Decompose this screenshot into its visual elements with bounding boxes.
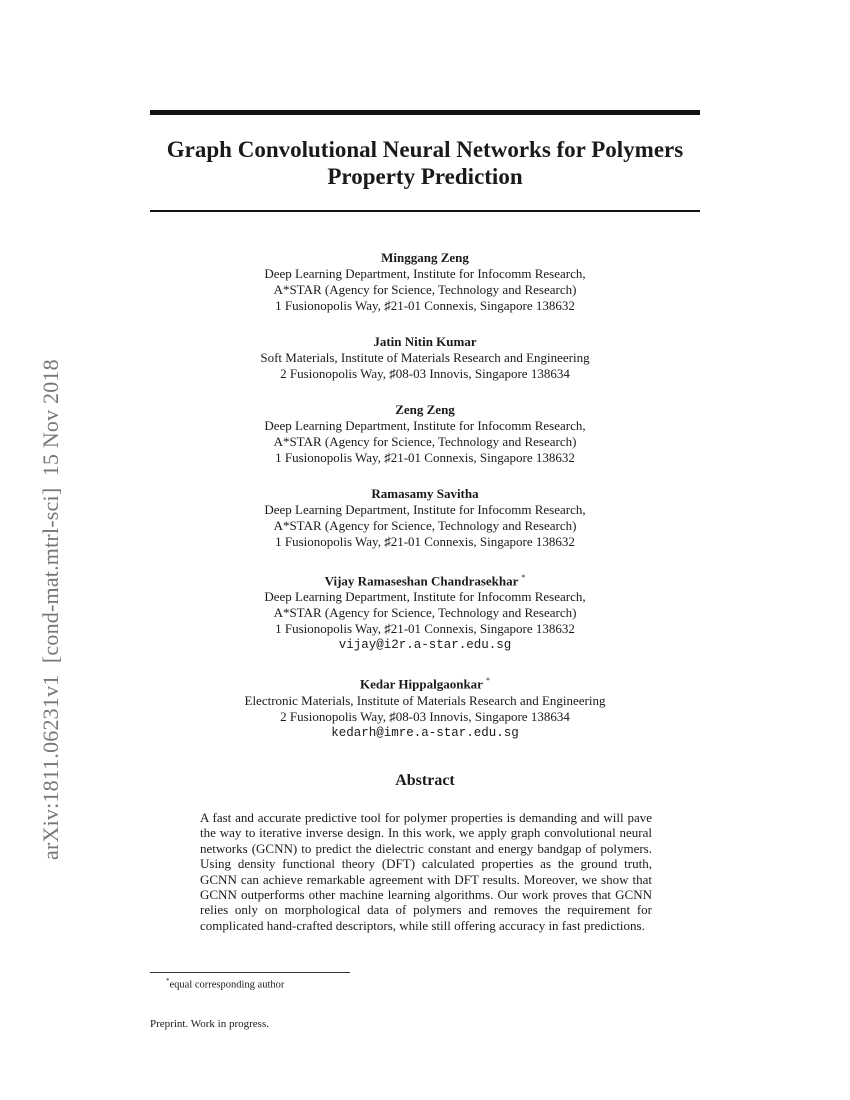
affiliation-line: A*STAR (Agency for Science, Technology and Research): [273, 605, 577, 621]
affiliation-line: Electronic Materials, Institute of Materials Research and Engineering: [244, 692, 606, 708]
footnote-text: equal corresponding author: [169, 979, 285, 991]
author-email[interactable]: kedarh@imre.a-star.edu.sg: [331, 725, 519, 740]
author-block: [150, 250, 700, 314]
author-list: [150, 250, 700, 761]
author-email[interactable]: vijay@i2r.a-star.edu.sg: [338, 638, 512, 653]
affiliation-line: Deep Learning Department, Institute for Infocomm Research,: [264, 266, 586, 281]
author-name: Zeng Zeng: [395, 402, 455, 417]
author-name: Jatin Nitin Kumar: [373, 334, 477, 349]
title-top-rule: [150, 110, 700, 115]
affiliation-line: A*STAR (Agency for Science, Technology and Research): [273, 434, 577, 449]
affiliation-line: Deep Learning Department, Institute for Infocomm Research,: [264, 418, 586, 433]
affiliation-line: 2 Fusionopolis Way, ♯08-03 Innovis, Singapore 138634: [280, 366, 570, 381]
abstract-heading: Abstract: [395, 772, 455, 789]
preprint-note: Preprint. Work in progress.: [150, 1018, 269, 1030]
affiliation-line: Deep Learning Department, Institute for Infocomm Research,: [264, 589, 586, 605]
author-name: Minggang Zeng: [381, 250, 469, 265]
footnote-marker: *: [521, 573, 526, 582]
affiliation-line: 1 Fusionopolis Way, ♯21-01 Connexis, Singapore 138632: [275, 450, 575, 465]
author-block: [150, 334, 700, 382]
author-block: [150, 673, 700, 740]
affiliation-line: 1 Fusionopolis Way, ♯21-01 Connexis, Singapore 138632: [275, 298, 575, 313]
footnote-marker: *: [166, 977, 170, 985]
arxiv-stamp: arXiv:1811.06231v1 [cond-mat.mtrl-sci] 15 Nov 2018: [38, 359, 63, 860]
author-block: [150, 570, 700, 653]
title-bottom-rule: [150, 210, 700, 212]
author-block: [150, 486, 700, 550]
affiliation-line: 1 Fusionopolis Way, ♯21-01 Connexis, Singapore 138632: [275, 621, 575, 637]
author-name: Ramasamy Savitha: [371, 486, 479, 501]
footnote: [166, 977, 284, 991]
footnote-rule: [150, 972, 350, 973]
author-name: Vijay Ramaseshan Chandrasekhar: [324, 573, 519, 589]
affiliation-line: 2 Fusionopolis Way, ♯08-03 Innovis, Singapore 138634: [280, 708, 570, 724]
affiliation-line: A*STAR (Agency for Science, Technology and Research): [273, 518, 577, 533]
footnote-marker: *: [485, 676, 490, 686]
affiliation-line: A*STAR (Agency for Science, Technology and Research): [273, 282, 577, 297]
affiliation-line: 1 Fusionopolis Way, ♯21-01 Connexis, Singapore 138632: [275, 534, 575, 549]
paper-title: Graph Convolutional Neural Networks for Polymers Property Prediction: [166, 137, 684, 189]
author-name: Kedar Hippalgaonkar: [360, 676, 483, 692]
abstract-body: A fast and accurate predictive tool for polymer properties is demanding and will pave the way to iterative inverse design. In this work, we apply graph convolutional neural networks (GCNN) to predict the dielectric constant and energy bandgap of polymers. Using density functional theory (DFT) calculated properties as the ground truth, GCNN can achieve remarkable agreement with DFT results. Moreover, we show that GCNN outperforms other machine learning algorithms. Our work proves that GCNN relies only on morphological data of polymers and removes the requirement for complicated hand-crafted descriptors, while still offering accuracy in fast predictions.: [200, 810, 652, 933]
author-block: [150, 402, 700, 466]
affiliation-line: Soft Materials, Institute of Materials Research and Engineering: [260, 350, 590, 365]
affiliation-line: Deep Learning Department, Institute for Infocomm Research,: [264, 502, 586, 517]
